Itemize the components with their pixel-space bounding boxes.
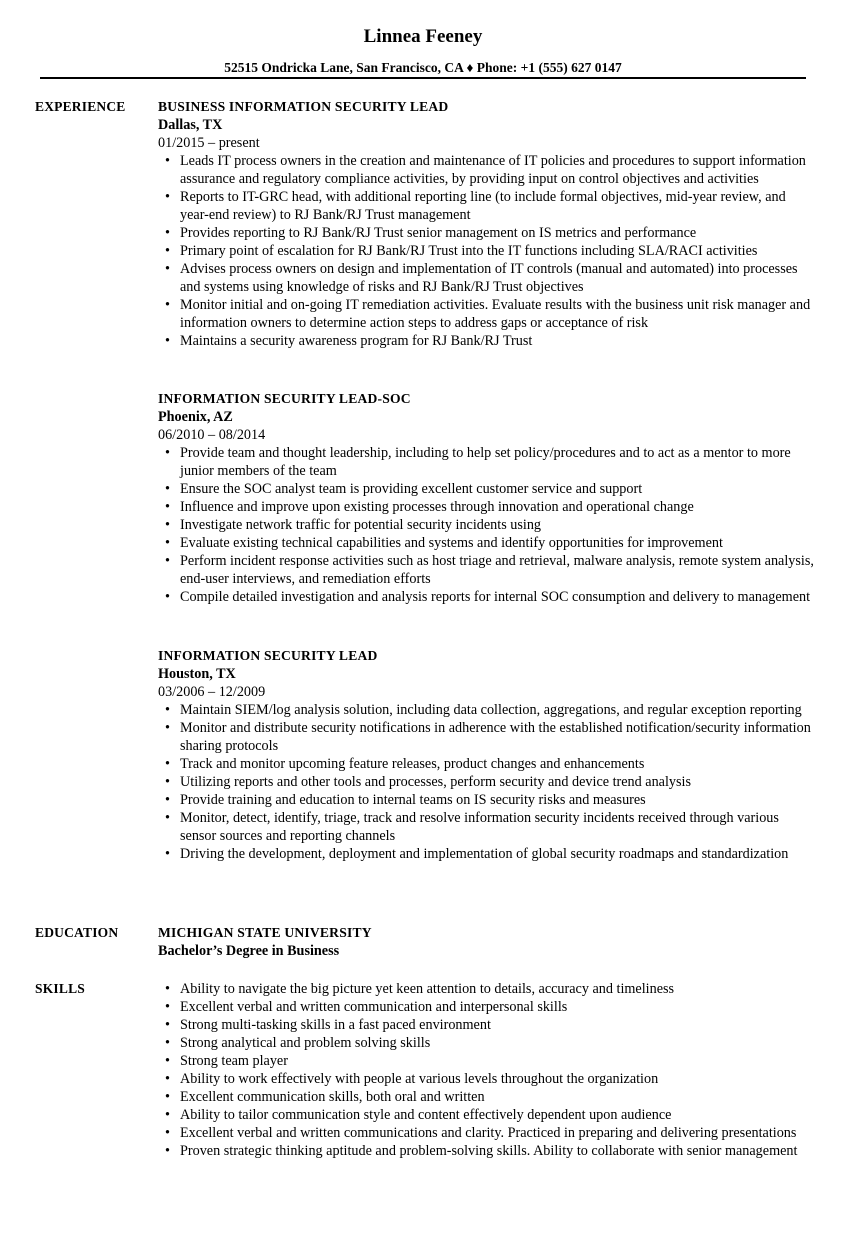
bullet-item: • Driving the development, deployment and implementation of global security roadmaps and standardization bbox=[158, 845, 818, 863]
job-dates: 03/2006 – 12/2009 bbox=[158, 684, 266, 700]
bullet-item: • Perform incident response activities such as host triage and retrieval, malware analysis, remote system analysis, end-user interviews, and remediation efforts bbox=[158, 552, 818, 588]
bullet-item: • Provides reporting to RJ Bank/RJ Trust senior management on IS metrics and performance bbox=[158, 224, 818, 242]
degree: Bachelor’s Degree in Business bbox=[158, 943, 340, 959]
job-bullets bbox=[158, 152, 818, 350]
skill-item: • Strong analytical and problem solving skills bbox=[158, 1034, 818, 1052]
bullet-item: • Maintain SIEM/log analysis solution, including data collection, aggregations, and regular exception reporting bbox=[158, 701, 818, 719]
job-bullets bbox=[158, 701, 818, 863]
skill-item: • Proven strategic thinking aptitude and problem-solving skills. Ability to collaborate with senior management bbox=[158, 1142, 818, 1160]
job-dates: 06/2010 – 08/2014 bbox=[158, 427, 266, 443]
bullet-item: • Monitor initial and on-going IT remediation activities. Evaluate results with the business unit risk manager and information owners to determine action steps to address gaps or acceptance of risk bbox=[158, 296, 818, 332]
bullet-item: • Utilizing reports and other tools and processes, perform security and device trend analysis bbox=[158, 773, 818, 791]
skills-entry bbox=[158, 980, 818, 1160]
job-entry bbox=[158, 390, 818, 606]
bullet-item: • Influence and improve upon existing processes through innovation and operational change bbox=[158, 498, 818, 516]
contact-info: 52515 Ondricka Lane, San Francisco, CA ♦ Phone: +1 (555) 627 0147 bbox=[224, 60, 622, 75]
bullet-item: • Monitor and distribute security notifications in adherence with the established notification/security information sharing protocols bbox=[158, 719, 818, 755]
bullet-item: • Maintains a security awareness program for RJ Bank/RJ Trust bbox=[158, 332, 818, 350]
job-location: Houston, TX bbox=[158, 666, 236, 682]
skill-item: • Excellent verbal and written communication and interpersonal skills bbox=[158, 998, 818, 1016]
skill-item: • Strong multi-tasking skills in a fast paced environment bbox=[158, 1016, 818, 1034]
bullet-item: • Reports to IT-GRC head, with additional reporting line (to include formal objectives, mid-year review, and year-end review) to RJ Bank/RJ Trust management bbox=[158, 188, 818, 224]
experience-section-label: EXPERIENCE bbox=[35, 99, 126, 114]
bullet-item: • Primary point of escalation for RJ Bank/RJ Trust into the IT functions including SLA/RACI activities bbox=[158, 242, 818, 260]
bullet-item: • Compile detailed investigation and analysis reports for internal SOC consumption and delivery to management bbox=[158, 588, 818, 606]
job-location: Dallas, TX bbox=[158, 117, 223, 133]
skill-item: • Ability to navigate the big picture yet keen attention to details, accuracy and timeliness bbox=[158, 980, 818, 998]
candidate-name: Linnea Feeney bbox=[363, 26, 483, 47]
school-name: MICHIGAN STATE UNIVERSITY bbox=[158, 925, 372, 940]
bullet-item: • Investigate network traffic for potential security incidents using bbox=[158, 516, 818, 534]
bullet-item: • Advises process owners on design and implementation of IT controls (manual and automated) into processes and systems using knowledge of risks and RJ Bank/RJ Trust objectives bbox=[158, 260, 818, 296]
skill-item: • Ability to tailor communication style and content effectively dependent upon audience bbox=[158, 1106, 818, 1124]
education-section-label: EDUCATION bbox=[35, 925, 119, 940]
header-divider bbox=[40, 77, 806, 79]
job-bullets bbox=[158, 444, 818, 606]
job-title: INFORMATION SECURITY LEAD-SOC bbox=[158, 391, 411, 406]
skill-item: • Excellent communication skills, both oral and written bbox=[158, 1088, 818, 1106]
skill-item: • Ability to work effectively with people at various levels throughout the organization bbox=[158, 1070, 818, 1088]
bullet-item: • Evaluate existing technical capabilities and systems and identify opportunities for improvement bbox=[158, 534, 818, 552]
bullet-item: • Provide training and education to internal teams on IS security risks and measures bbox=[158, 791, 818, 809]
job-title: BUSINESS INFORMATION SECURITY LEAD bbox=[158, 99, 449, 114]
bullet-item: • Track and monitor upcoming feature releases, product changes and enhancements bbox=[158, 755, 818, 773]
job-entry bbox=[158, 98, 818, 350]
skill-item: • Excellent verbal and written communications and clarity. Practiced in preparing and delivering presentations bbox=[158, 1124, 818, 1142]
job-location: Phoenix, AZ bbox=[158, 409, 233, 425]
job-dates: 01/2015 – present bbox=[158, 135, 260, 151]
job-entry bbox=[158, 647, 818, 863]
bullet-item: • Leads IT process owners in the creation and maintenance of IT policies and procedures to support information assurance and regulatory compliance activities, by providing input on control objectives and activities bbox=[158, 152, 818, 188]
bullet-item: • Monitor, detect, identify, triage, track and resolve information security incidents received through various sensor sources and reporting channels bbox=[158, 809, 818, 845]
job-title: INFORMATION SECURITY LEAD bbox=[158, 648, 378, 663]
skill-item: • Strong team player bbox=[158, 1052, 818, 1070]
bullet-item: • Provide team and thought leadership, including to help set policy/procedures and to act as a mentor to more junior members of the team bbox=[158, 444, 818, 480]
skills-section-label: SKILLS bbox=[35, 981, 85, 996]
education-entry bbox=[158, 924, 818, 960]
skills-list bbox=[158, 980, 818, 1160]
bullet-item: • Ensure the SOC analyst team is providing excellent customer service and support bbox=[158, 480, 818, 498]
